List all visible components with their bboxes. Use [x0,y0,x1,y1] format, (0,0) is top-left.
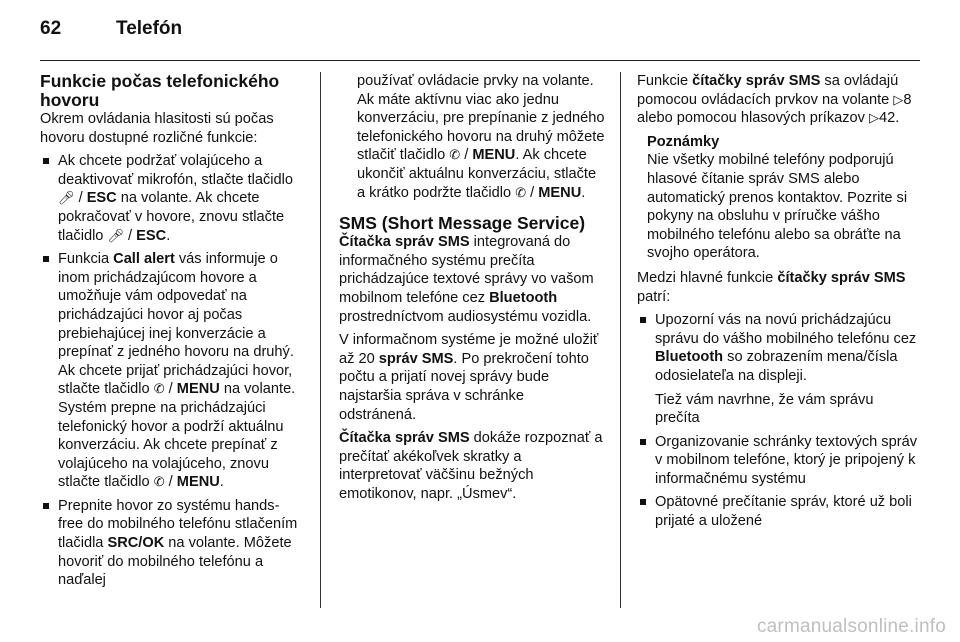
text: so zobrazením mena/čísla odosielateľa na displeji. [655,349,898,384]
paragraph-sms-storage [339,331,605,424]
column-3 [637,72,917,536]
text: na volante. Môžete hovoriť do mobilného telefónu a naďalej [58,535,292,589]
text: / [164,474,177,491]
term-sms-reader: Čítačka správ SMS [339,430,470,447]
text: prostredníctvom audiosystému vozidla. [339,308,592,325]
list-item-reread: Opätovné prečítanie správ, ktoré už boli prijaté a uložené [637,493,917,530]
column-1 [40,72,302,595]
note-title: Poznámky [647,133,720,150]
term-sms-reader: Čítačka správ SMS [339,234,470,251]
intro-paragraph: Okrem ovládania hlasitosti sú počas hovoru dostupné rozličné funkcie: [40,111,274,146]
mute-icon: 🎤︎ [107,227,124,243]
term-call-alert: Call alert [113,251,175,268]
key-esc: ESC [86,190,117,207]
phone-icon: ✆ [153,381,165,397]
list-item-continued [339,72,605,202]
note-box [637,133,917,263]
page-number: 62 [40,18,62,39]
key-esc: ESC [136,227,167,244]
text: / [164,381,177,398]
mute-icon: 🎤︎ [58,190,75,206]
text: . [219,474,224,491]
list-item-call-alert [40,250,302,492]
text: / [124,227,137,244]
phone-icon: ✆ [515,184,527,200]
text: používať ovládacie prvky na volante. Ak máte aktívnu viac ako jednu konverzáciu, pre prepínanie z jedného telefonického hovoru na druhý môžete stlačiť tlačidlo [357,73,605,164]
text: . Po prekročení tohto počtu a prijatí novej správy bude najstaršia správa v schránke odstránená. [339,350,589,423]
text: 8 alebo pomocou hlasových príkazov [637,91,912,127]
paragraph-sms-abbreviations [339,429,605,503]
text: vás informuje o inom prichádzajúcom hovore a umožňuje vám odpovedať na prichádzajúci hovor aj počas prebiehajúcej inej konverzácie a prepínať z jedného hovoru na druhý. Ak chcete prijať prichádzajúci hovor, stlačte tlačidlo [58,251,294,398]
page-header [40,18,182,48]
text: 42. [879,110,900,127]
text: . [166,227,171,244]
note-text: Nie všetky mobilné telefóny podporujú hlasové čítanie správ SMS alebo automatický prenos kontaktov. Pozrite si pokyny na obsluhu v príručke vášho mobilného telefónu alebo sa obráťte na svojho operátora. [647,152,908,262]
paragraph-main-functions [637,269,917,306]
key-menu: MENU [472,147,516,164]
text: Funkcie [637,73,693,89]
term-bluetooth: Bluetooth [489,289,558,306]
paragraph-sms-reader [339,233,605,326]
key-menu: MENU [176,381,220,398]
text: na volante. Systém prepne na prichádzajúci telefonický hovor a podrží aktuálnu konverzáciu. Ak chcete prepínať z volajúceho na volajúceho, znovu stlačte tlačidlo [58,381,296,491]
text: integrovaná do informačného systému prečíta prichádzajúce textové správy vo vašom mobilnom telefóne cez [339,234,594,306]
term-sms-reader: čítačky správ SMS [692,73,821,89]
list-item-hold-call [40,152,302,245]
text: na volante. Ak chcete pokračovať v hovore, znovu stlačte tlačidlo [58,190,285,244]
text: patrí: [637,288,671,305]
list-item-notify-extra: Tiež vám navrhne, že vám správu prečíta [655,391,874,427]
phone-icon: ✆ [153,474,165,490]
text: / [74,190,87,207]
text: Upozorní vás na novú prichádzajúcu správu do vášho mobilného telefónu cez [655,312,917,347]
text: Funkcia [58,251,114,268]
text: . [581,184,586,201]
section-title: Telefón [116,18,183,39]
list-item-notify [637,311,917,385]
watermark: carmanualsonline.info [756,616,946,637]
column-2 [339,72,605,508]
paragraph-sms-controls [637,72,917,128]
term-sms-reader: čítačky správ SMS [777,269,906,286]
key-menu: MENU [176,474,220,491]
phone-icon: ✆ [449,147,461,163]
text: / [460,147,473,164]
column-divider-2 [620,72,621,608]
text: Ak chcete podržať volajúceho a deaktivovať mikrofón, stlačte tlačidlo [58,153,294,188]
text: Prepnite hovor zo systému hands-free do mobilného telefónu stlačením tlačidla [58,497,298,552]
text: / [526,184,539,201]
text: V informačnom systéme je možné uložiť až 20 [339,332,599,367]
term-sms: správ SMS [378,350,454,367]
term-bluetooth: Bluetooth [655,349,724,366]
column-divider-1 [320,72,321,608]
key-menu: MENU [538,184,582,201]
text: . Ak chcete ukončiť aktuálnu konverzáciu, stlačte a krátko podržte tlačidlo [357,147,597,201]
text: sa ovládajú pomocou ovládacích prvkov na volante [637,73,899,108]
list-item-organize: Organizovanie schránky textových správ v mobilnom telefóne, ktorý je pripojený k informačnému systému [637,433,917,489]
heading-call-functions: Funkcie počas telefonického hovoru [40,71,280,110]
heading-sms: SMS (Short Message Service) [339,213,586,234]
header-rule [40,60,920,61]
list-item-switch-handsfree [40,497,302,590]
text: dokáže rozpoznať a prečítať akékoľvek skratky a interpretovať väčšinu bežných emotikonov, napr. „Úsmev“. [339,430,603,502]
text: Medzi hlavné funkcie [637,269,778,286]
reference-arrow-icon: ▷ [869,110,880,126]
reference-arrow-icon: ▷ [893,91,904,107]
key-src-ok: SRC/OK [107,535,165,552]
